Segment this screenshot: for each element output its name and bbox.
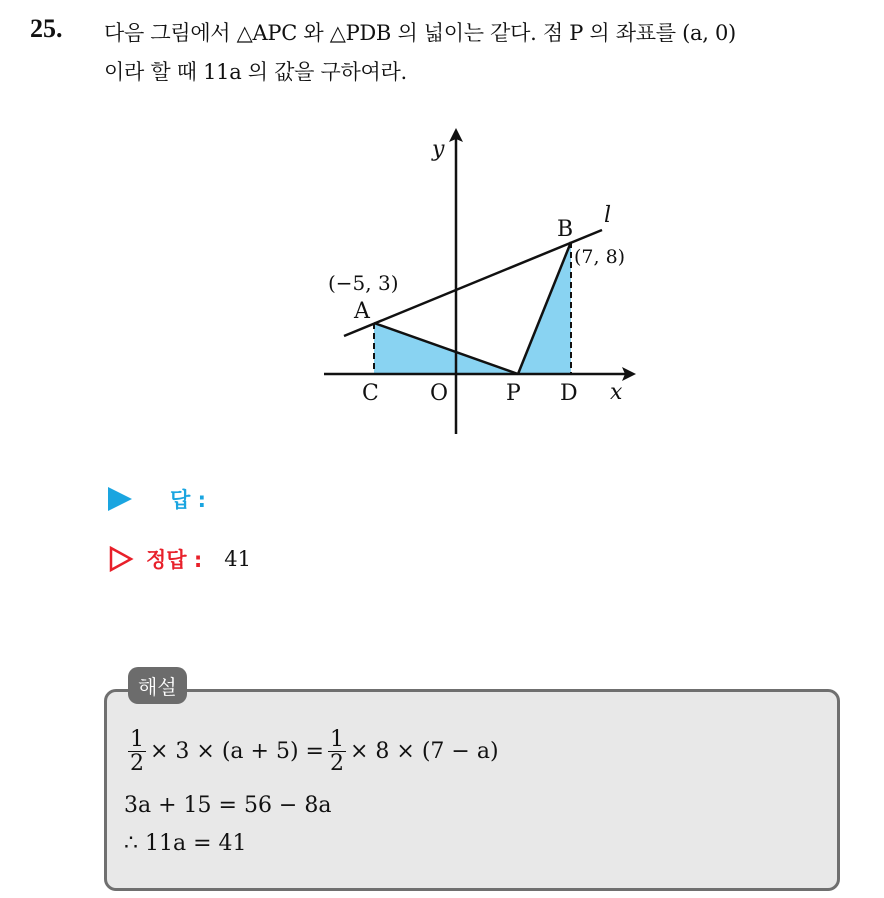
fraction-half-left: [128, 728, 146, 775]
coordinate-figure: [290, 118, 650, 443]
filled-triangle-icon: [108, 487, 132, 511]
correct-answer-value: 41: [224, 547, 252, 571]
point-b-label: B: [557, 217, 574, 242]
fraction-half-right: [328, 728, 346, 775]
correct-answer-row: [108, 544, 251, 574]
solution-equation-2: 3a + 15 = 56 − 8a: [124, 793, 332, 818]
outline-triangle-icon: [108, 546, 134, 572]
solution-equation-3: ∴ 11a = 41: [124, 831, 247, 856]
fraction-numerator: 1: [130, 727, 144, 752]
point-b-coord: (7, 8): [574, 246, 626, 268]
solution-tag: 해설: [128, 667, 187, 704]
question-text-line-1: 다음 그림에서 △APC 와 △PDB 의 넓이는 같다. 점 P 의 좌표를 (a, 0): [104, 21, 736, 45]
point-p-label: P: [506, 381, 521, 406]
point-a-label: A: [354, 299, 370, 324]
equation-1-part-1: × 3 × (a + 5) =: [150, 739, 324, 765]
answer-row: [108, 484, 206, 514]
solution-equation-1: [124, 728, 499, 775]
y-axis-label: y: [432, 137, 445, 162]
equation-1-part-2: × 8 × (7 − a): [349, 739, 499, 765]
answer-label: 답 :: [170, 488, 206, 512]
origin-label: O: [430, 381, 449, 406]
fraction-numerator: 1: [329, 727, 344, 752]
correct-answer-label: 정답 :: [146, 548, 203, 572]
fraction-denominator: 2: [329, 751, 344, 777]
point-d-label: D: [560, 381, 578, 406]
question-text-line-2: 이라 할 때 11a 의 값을 구하여라.: [104, 60, 407, 84]
x-axis-label: x: [610, 380, 623, 405]
question-number: 25.: [30, 14, 63, 43]
fraction-denominator: 2: [130, 751, 144, 777]
point-c-label: C: [362, 381, 379, 406]
line-l-label: l: [604, 203, 612, 228]
solution-box: [104, 689, 840, 891]
point-a-coord: (−5, 3): [328, 271, 399, 295]
